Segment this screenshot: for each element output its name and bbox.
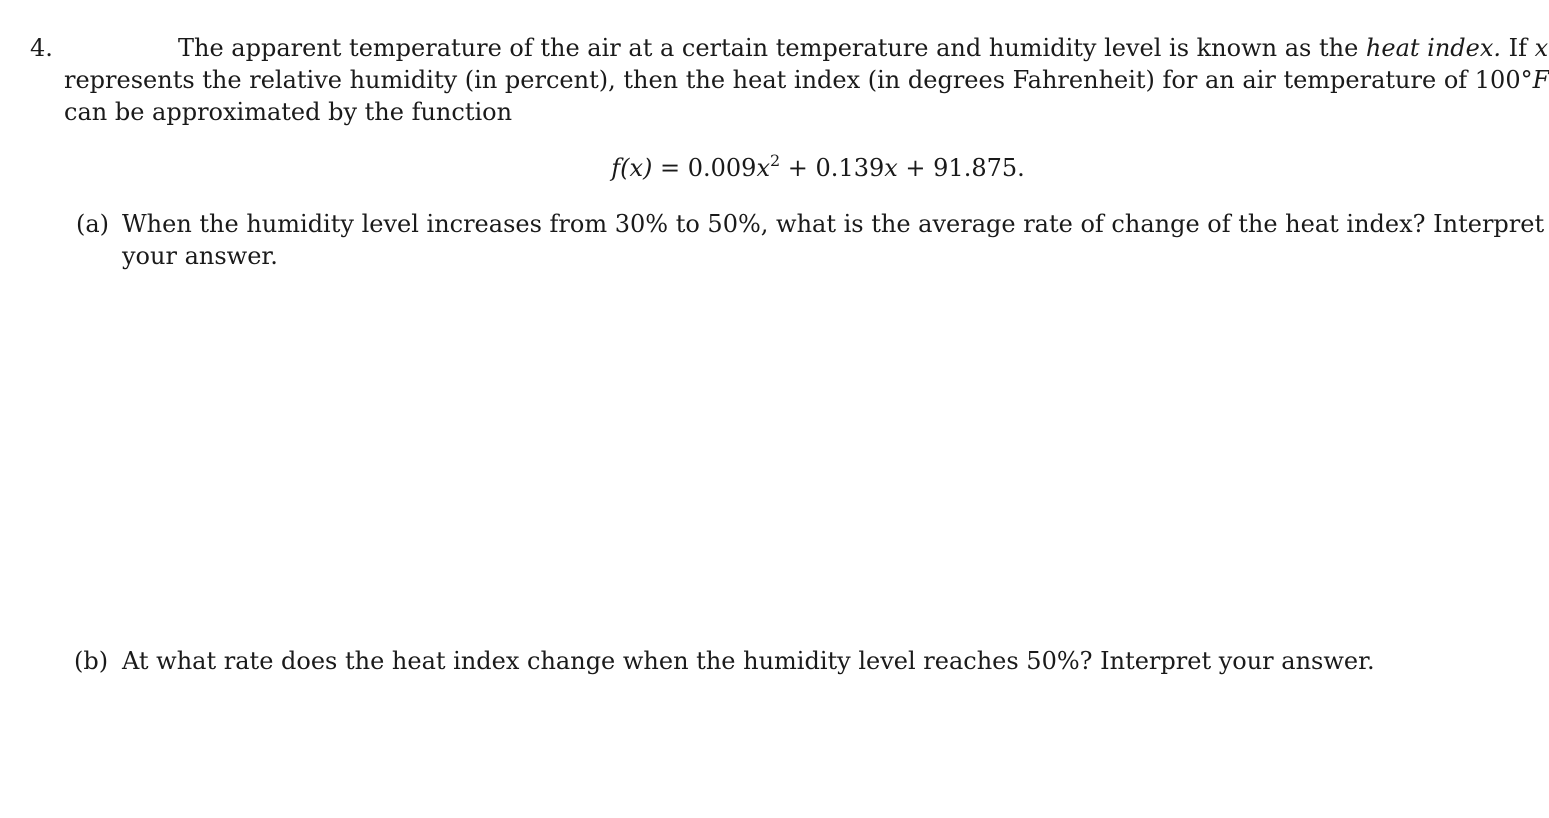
variable-x: x [1534,34,1549,62]
statement-text-2: represents the relative humidity (in percent), then the heat index (in degrees Fahrenheit) for an air temperature of 100° [64,66,1533,94]
equation-x-linear: x [884,154,898,182]
problem-number: 4. [30,34,53,62]
equation-tail: + 91.875. [897,154,1025,182]
part-b-question: At what rate does the heat index change when the humidity level reaches 50%? Interpret your answer. [122,647,1375,675]
statement-if: If [1501,34,1535,62]
unit-fahrenheit: F [1532,66,1549,94]
equation-x-squared: x [756,154,770,182]
part-a-question [122,208,1545,272]
statement-line-3: can be approximated by the function [64,98,513,126]
part-b-label: (b) [74,647,109,675]
statement-line-2 [64,64,1549,96]
term-heat-index: heat index. [1365,34,1502,62]
heat-index-equation [0,152,1536,184]
part-a-line-1: When the humidity level increases from 30% to 50%, what is the average rate of change of the heat index? Interpret [122,210,1545,238]
equation-lhs: f(x) [611,154,653,182]
part-a-label: (a) [76,210,110,238]
equation-eq: = 0.009 [652,154,757,182]
statement-text: The apparent temperature of the air at a certain temperature and humidity level is known as the [178,34,1366,62]
statement-line-1 [64,32,1549,64]
equation-mid: + 0.139 [780,154,885,182]
equation-exponent: 2 [769,151,781,170]
part-a-line-2: your answer. [122,242,278,270]
problem-statement [64,32,1549,128]
